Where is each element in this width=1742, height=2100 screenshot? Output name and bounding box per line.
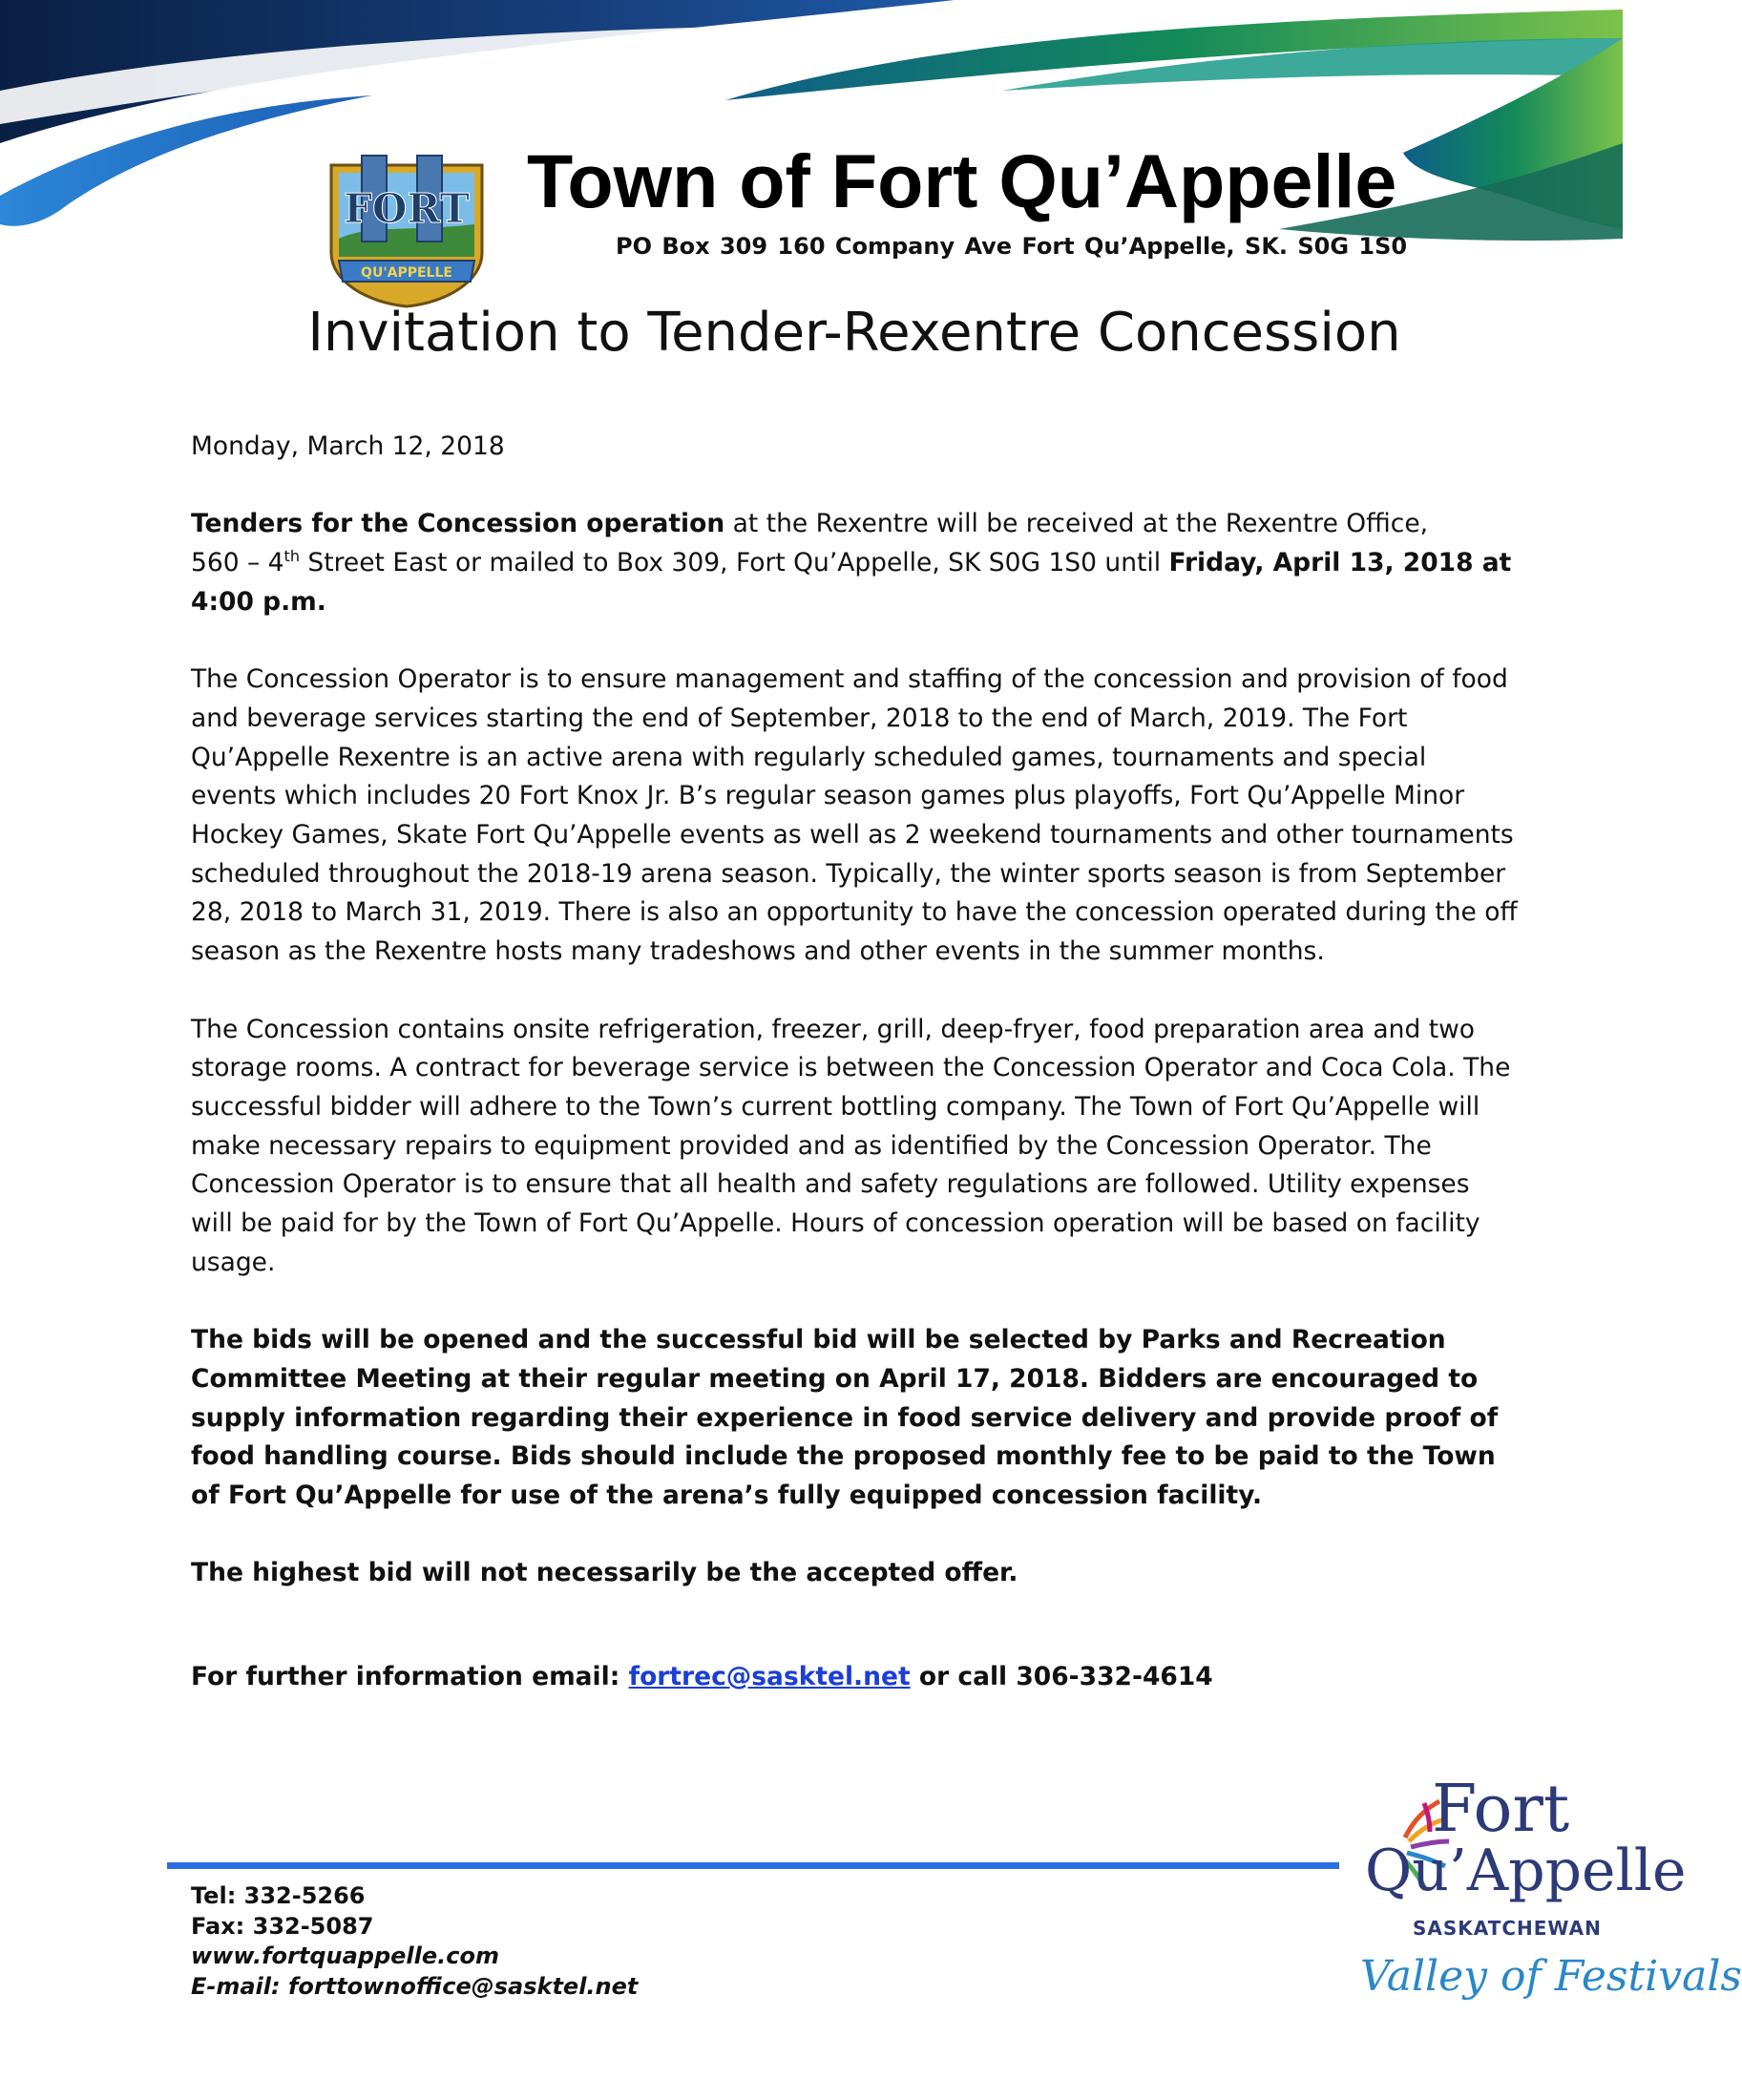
crest-quappelle-text: QU'APPELLE: [361, 265, 452, 281]
bid-selection-text: The bids will be opened and the successful bid will be selected by Parks and Recreation Committee Meeting at their regular meeting on April 17, 2018. Bidders are encouraged to supply information regarding their experience in food service delivery and provide proof of food handling course. Bids should include the proposed monthly fee to be paid to the Town of Fort Qu’Appelle for use of the arena’s fully equipped concession facility.: [191, 1325, 1499, 1510]
town-address: PO Box 309 160 Company Ave Fort Qu’Appelle, SK. S0G 1S0: [616, 233, 1408, 260]
footer-fax: Fax: 332-5087: [191, 1912, 374, 1940]
footer-email: E-mail: forttownoffice@sasktel.net: [191, 1972, 639, 2000]
brand-fort-text: Fort: [1432, 1772, 1570, 1847]
highest-bid-text: The highest bid will not necessarily be the accepted offer.: [191, 1558, 1018, 1588]
paragraph-facility-description: The Concession contains onsite refrigeration, freezer, grill, deep-fryer, food preparation area and two storage rooms. A contract for beverage service is between the Concession Operator and Coca Cola. The successful bidder will adhere to the Town’s current bottling company. The Town of Fort Qu’Appelle will make necessary repairs to equipment provided and as identified by the Concession Operator. The Concession Operator is to ensure that all health and safety regulations are followed. Utility expenses will be paid for by the Town of Fort Qu’Appelle. Hours of concession operation will be based on facility usage.: [191, 1014, 1511, 1277]
tender-deadline: Friday, April 13, 2018 at 4:00 p.m.: [191, 548, 1512, 617]
brand-region-text: SASKATCHEWAN: [1413, 1917, 1602, 1940]
tender-lead: Tenders for the Concession operation: [191, 509, 725, 539]
tender-superscript: th: [283, 547, 300, 566]
brand-quappelle-text: Qu’Appelle: [1365, 1838, 1687, 1904]
footer-divider: [167, 1862, 1339, 1869]
footer-tel: Tel: 332-5266: [191, 1882, 366, 1909]
document-date: Monday, March 12, 2018: [191, 431, 505, 461]
paragraph-tender-submission: [191, 505, 1518, 621]
paragraph-highest-bid: [191, 1554, 1518, 1593]
document-body: [191, 428, 1518, 1735]
paragraph-contact-info: [191, 1658, 1518, 1697]
tender-text-b: 560 – 4: [191, 548, 284, 578]
brand-tagline: Valley of Festivals: [1360, 1952, 1742, 2001]
document-title: Invitation to Tender-Rexentre Concession: [307, 302, 1401, 364]
contact-lead: For further information email:: [191, 1662, 629, 1692]
footer-website: www.fortquappelle.com: [191, 1942, 500, 1969]
contact-email-link[interactable]: fortrec@sasktel.net: [628, 1662, 911, 1692]
footer-contact-block: [191, 1881, 955, 2002]
paragraph-bid-selection: [191, 1321, 1518, 1516]
town-crest-logo: [322, 148, 492, 308]
crest-fort-text: FORT: [344, 185, 470, 232]
tender-text-c: Street East or mailed to Box 309, Fort Qu’Appelle, SK S0G 1S0 until: [299, 548, 1169, 578]
paragraph-operator-duties: The Concession Operator is to ensure management and staffing of the concession and provision of food and beverage services starting the end of September, 2018 to the end of March, 2019. The Fort Qu’Appelle Rexentre is an active arena with regularly scheduled games, tournaments and special events which includes 20 Fort Knox Jr. B’s regular season games plus playoffs, Fort Qu’Appelle Minor Hockey Games, Skate Fort Qu’Appelle events as well as 2 weekend tournaments and other tournaments scheduled throughout the 2018-19 arena season. Typically, the winter sports season is from September 28, 2018 to March 31, 2019. There is also an opportunity to have the concession operated during the off season as the Rexentre hosts many tradeshows and other events in the summer months.: [191, 664, 1518, 967]
tender-text-a: at the Rexentre will be received at the Rexentre Office,: [724, 509, 1429, 539]
town-name-heading: Town of Fort Qu’Appelle: [527, 138, 1397, 223]
contact-phone: or call 306-332-4614: [910, 1662, 1213, 1692]
